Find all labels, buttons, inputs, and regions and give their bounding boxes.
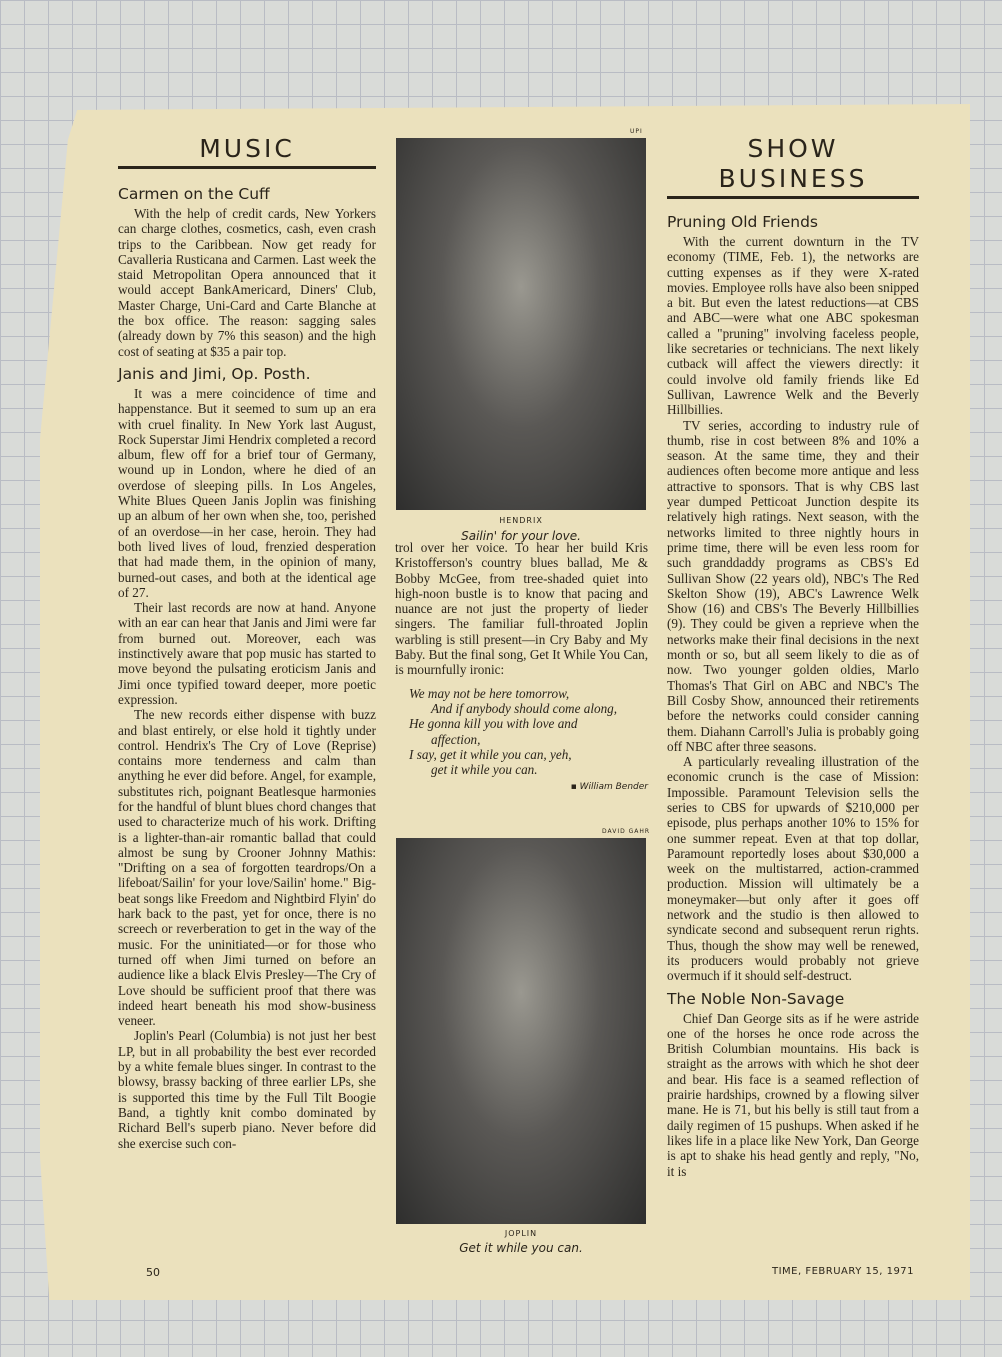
article-paragraph: The new records either dispense with buzz and blast entirely, or else hold it tightly under control. Hendrix's The Cry of Love (Reprise) contains more tenderness and calm than anything he ever did before. Angel, for example, substitutes rich, poignant Beatlesque harmonies for the handful of blunt blues chord changes that used to characterize much of his work. Drifting is a lighter-than-air romantic ballad that could almost be sung by Crooner Johnny Mathis: "Drifting on a sea of forgotten teardrops/On a lifeboat/Sailin' for your love/Sailin' home." Big-beat songs like Freedom and Nightbird Flyin' do hark back to the past, yet for once, there is no screech or reverberation to get in the way of the music. For the uninitiated—or for those who turned off when Jimi turned on before an audience like a black Elvis Presley—The Cry of Love should be sufficient proof that there was indeed heart beneath his mod show-business veneer. xyxy=(118,707,376,1029)
song-lyrics xyxy=(409,686,648,778)
joplin-photo xyxy=(396,838,646,1224)
page-number: 50 xyxy=(146,1266,160,1279)
author-signature: ▪ William Bender xyxy=(570,782,648,793)
music-continuation-column xyxy=(395,540,648,796)
music-section-title: MUSIC xyxy=(199,134,295,163)
photo-credit-david-gahr: DAVID GAHR xyxy=(602,828,651,835)
masthead-date: TIME, FEBRUARY 15, 1971 xyxy=(772,1266,915,1277)
article-paragraph: TV series, according to industry rule of thumb, rise in cost between 8% and 10% a season. At the same time, they and their audiences often become more antique and less attractive to sponsors. That is why CBS last year dumped Petticoat Junction despite its relatively high ratings. Next season, with the networks limited to three nightly hours in prime time, there will be even less room for such granddaddy programs as CBS's Ed Sullivan Show (22 years old), NBC's The Red Skelton Show (19), ABC's Lawrence Welk Show (16) and CBS's The Beverly Hillbillies (9). They could be given a reprieve when the networks make their final decisions in the next month or so, but all seem likely to die as of now. Two younger golden oldies, Marlo Thomas's That Girl on ABC and NBC's The Bill Cosby Show, announced their retirements before the networks could consider canning them. Diahann Carroll's Julia is probably going off NBC after three seasons. xyxy=(667,417,919,754)
article-headline-janis-jimi: Janis and Jimi, Op. Posth. xyxy=(118,364,311,383)
lyric-line: get it while you can. xyxy=(431,762,538,778)
hendrix-caption: Sailin' for your love. xyxy=(461,529,581,543)
show-business-column xyxy=(667,130,919,1179)
lyric-line: And if anybody should come along, xyxy=(431,700,618,716)
article-headline-carmen: Carmen on the Cuff xyxy=(118,185,270,203)
music-column xyxy=(118,130,376,1151)
lyric-line: He gonna kill you with love and xyxy=(409,716,578,732)
article-paragraph: With the help of credit cards, New Yorkers can charge clothes, cosmetics, cash, even crash trips to the Caribbean. Now get ready for Cavalleria Rusticana and Carmen. Last week the staid Metropolitan Opera announced that it would accept BankAmericard, Diners' Club, Master Charge, Uni-Card and Carte Blanche at the box office. The reason: sagging sales (already down by 7% this season) and the high cost of seating at $35 a pair top. xyxy=(118,206,376,359)
joplin-caption: Get it while you can. xyxy=(459,1241,583,1255)
section-rule xyxy=(667,196,919,199)
article-paragraph: A particularly revealing illustration of the economic crunch is the case of Mission: Impossible. Paramount Television sells the series to CBS for upwards of $210,000 per episode, plus perhaps another 10% to 15% for one summer repeat. Even at that top dollar, Paramount reportedly loses about $30,000 a week on the multistarred, action-crammed production. Mission will ultimately be a moneymaker—but only after it goes off network and the studio is then allowed to syndicate second and subsequent rerun rights. Thus, though the show may well be renewed, its producers would probably not grieve overmuch if it should self-destruct. xyxy=(667,754,919,984)
hendrix-photo xyxy=(396,138,646,510)
lyric-line: We may not be here tomorrow, xyxy=(409,685,570,701)
article-paragraph: With the current downturn in the TV economy (TIME, Feb. 1), the networks are cutting expenses as if they were X-rated movies. Employee rolls have also been snipped a bit. But even the latest reductions—at CBS and ABC—were what one ABC spokesman called a "pruning" involving faceless people, like secretaries or technicians. The next likely cutback will affect the viewers directly: it could involve old family friends like Ed Sullivan, Lawrence Welk and the Beverly Hillbillies. xyxy=(667,234,919,418)
hendrix-caption-name: HENDRIX xyxy=(499,516,543,525)
show-business-title-line1: SHOW xyxy=(747,134,839,163)
article-paragraph: Their last records are now at hand. Anyone with an ear can hear that Janis and Jimi were far from burned out. Moreover, each was instinctively aware that pop music has started to move beyond the pulsating eroticism Janis and Jimi once typified toward deeper, more poetic expression. xyxy=(118,600,376,707)
article-paragraph: trol over her voice. To hear her build Kris Kristofferson's country blues ballad, Me & Bobby McGee, from tree-shaded quiet into high-noon bustle is to know that pacing and nuance are not just the property of lieder singers. The familiar full-throated Joplin warbling is still present—in Cry Baby and My Baby. But the final song, Get It While You Can, is mournfully ironic: xyxy=(395,540,648,678)
article-paragraph: It was a mere coincidence of time and happenstance. But it seemed to sum up an era with cruel finality. In New York last August, Rock Superstar Jimi Hendrix completed a record album, flew off for a brief tour of Germany, wound up in London, where he died of an overdose of sleeping pills. In Los Angeles, White Blues Queen Janis Joplin was finishing up an album of her own when she, too, perished of an overdose—in her case, heroin. They had both lived lives of loud, frenzied desperation that had made them, in the opinion of many, burned-out cases, and both at the identical age of 27. xyxy=(118,385,376,600)
photo-credit-upi: UPI xyxy=(630,128,643,135)
show-business-title-line2: BUSINESS xyxy=(718,164,868,193)
article-headline-noble: The Noble Non-Savage xyxy=(667,989,845,1008)
joplin-caption-name: JOPLIN xyxy=(504,1229,538,1238)
article-paragraph: Joplin's Pearl (Columbia) is not just her best LP, but in all probability the best ever recorded by a white female blues singer. In contrast to the blowsy, brassy backing of three earlier LPs, she is supported this time by the Full Tilt Boogie Band, a tightly knit combo dominated by Richard Bell's superb piano. Never before did she exercise such con- xyxy=(118,1028,376,1151)
article-paragraph: Chief Dan George sits as if he were astride one of the horses he once rode across the British Columbian mountains. His back is straight as the arrows with which he shot deer and bear. His face is a seamed reflection of prairie hardships, crowned by a flowing silver mane. He is 71, but his belly is still taut from a daily regimen of 15 pushups. When asked if he likes life in a place like New York, Dan George is apt to shake his head gently and reply, "No, it is xyxy=(667,1010,919,1179)
lyric-line: affection, xyxy=(431,731,481,747)
section-rule xyxy=(118,166,376,169)
lyric-line: I say, get it while you can, yeh, xyxy=(409,746,572,762)
article-headline-pruning: Pruning Old Friends xyxy=(667,213,819,231)
